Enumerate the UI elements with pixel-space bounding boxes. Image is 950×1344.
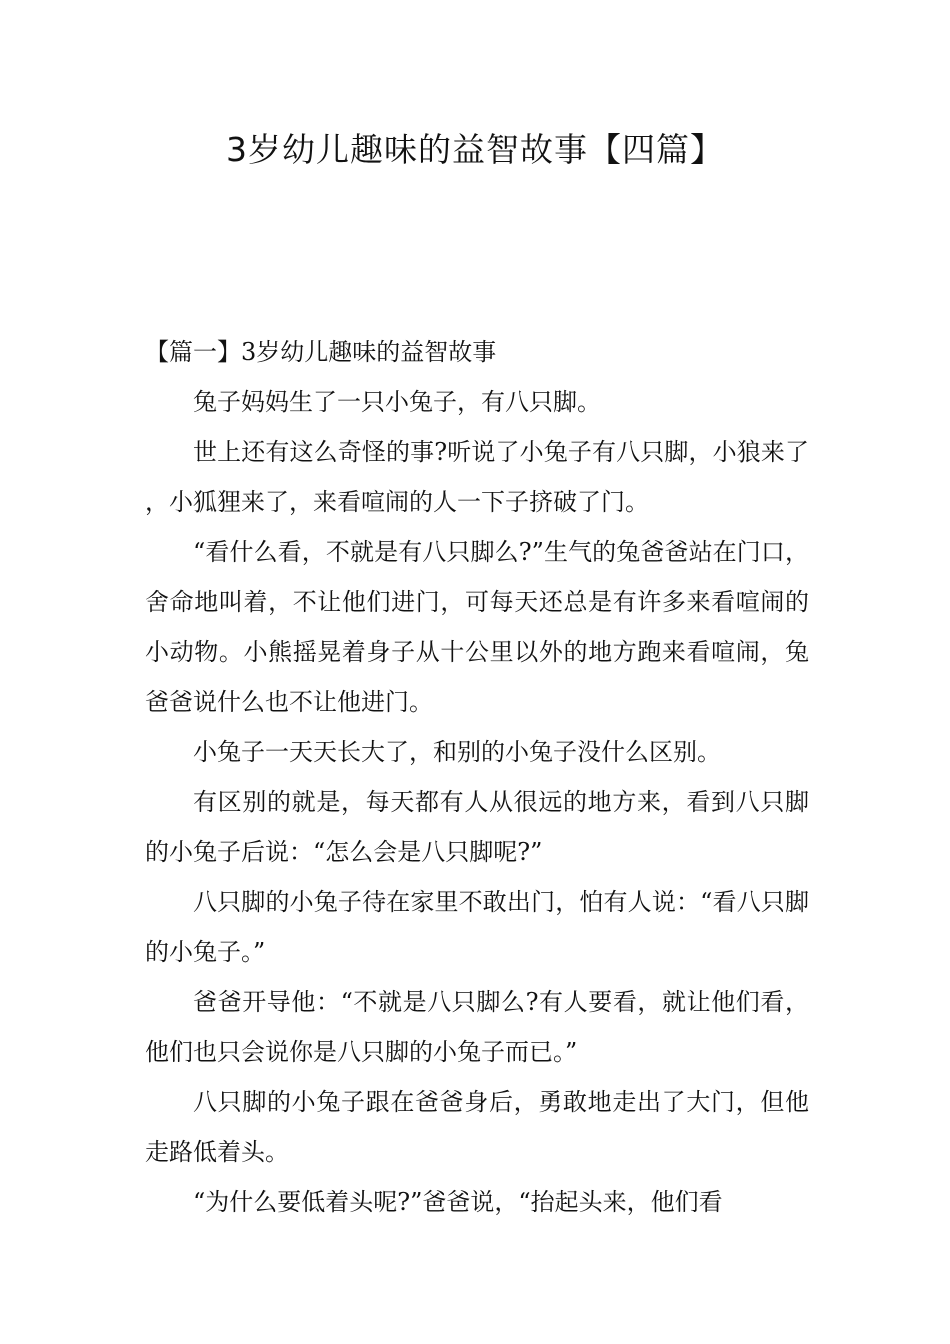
paragraph-8: 八只脚的小兔子跟在爸爸身后，勇敢地走出了大门，但他走路低着头。	[145, 1088, 809, 1166]
document-title: 3岁幼儿趣味的益智故事【四篇】	[226, 130, 724, 169]
paragraph-7: 爸爸开导他：“不就是八只脚么?有人要看，就让他们看，他们也只会说你是八只脚的小兔子而已。”	[145, 988, 809, 1066]
paragraph-2: 世上还有这么奇怪的事?听说了小兔子有八只脚，小狼来了，小狐狸来了，来看喧闹的人一下子挤破了门。	[145, 438, 809, 516]
paragraph-5: 有区别的就是，每天都有人从很远的地方来，看到八只脚的小兔子后说：“怎么会是八只脚呢?”	[145, 788, 809, 866]
paragraph-3: “看什么看，不就是有八只脚么?”生气的兔爸爸站在门口，舍命地叫着，不让他们进门，可每天还总是有许多来看喧闹的小动物。小熊摇晃着身子从十公里以外的地方跑来看喧闹，兔爸爸说什么也不让他进门。	[145, 538, 809, 716]
section-heading: 【篇一】3岁幼儿趣味的益智故事	[145, 338, 497, 366]
paragraph-6: 八只脚的小兔子待在家里不敢出门，怕有人说：“看八只脚的小兔子。”	[145, 888, 809, 966]
paragraph-9: “为什么要低着头呢?”爸爸说，“抬起头来，他们看	[193, 1188, 723, 1216]
paragraph-4: 小兔子一天天长大了，和别的小兔子没什么区别。	[193, 738, 721, 766]
paragraph-1: 兔子妈妈生了一只小兔子，有八只脚。	[193, 388, 601, 416]
document-body	[145, 327, 809, 1227]
